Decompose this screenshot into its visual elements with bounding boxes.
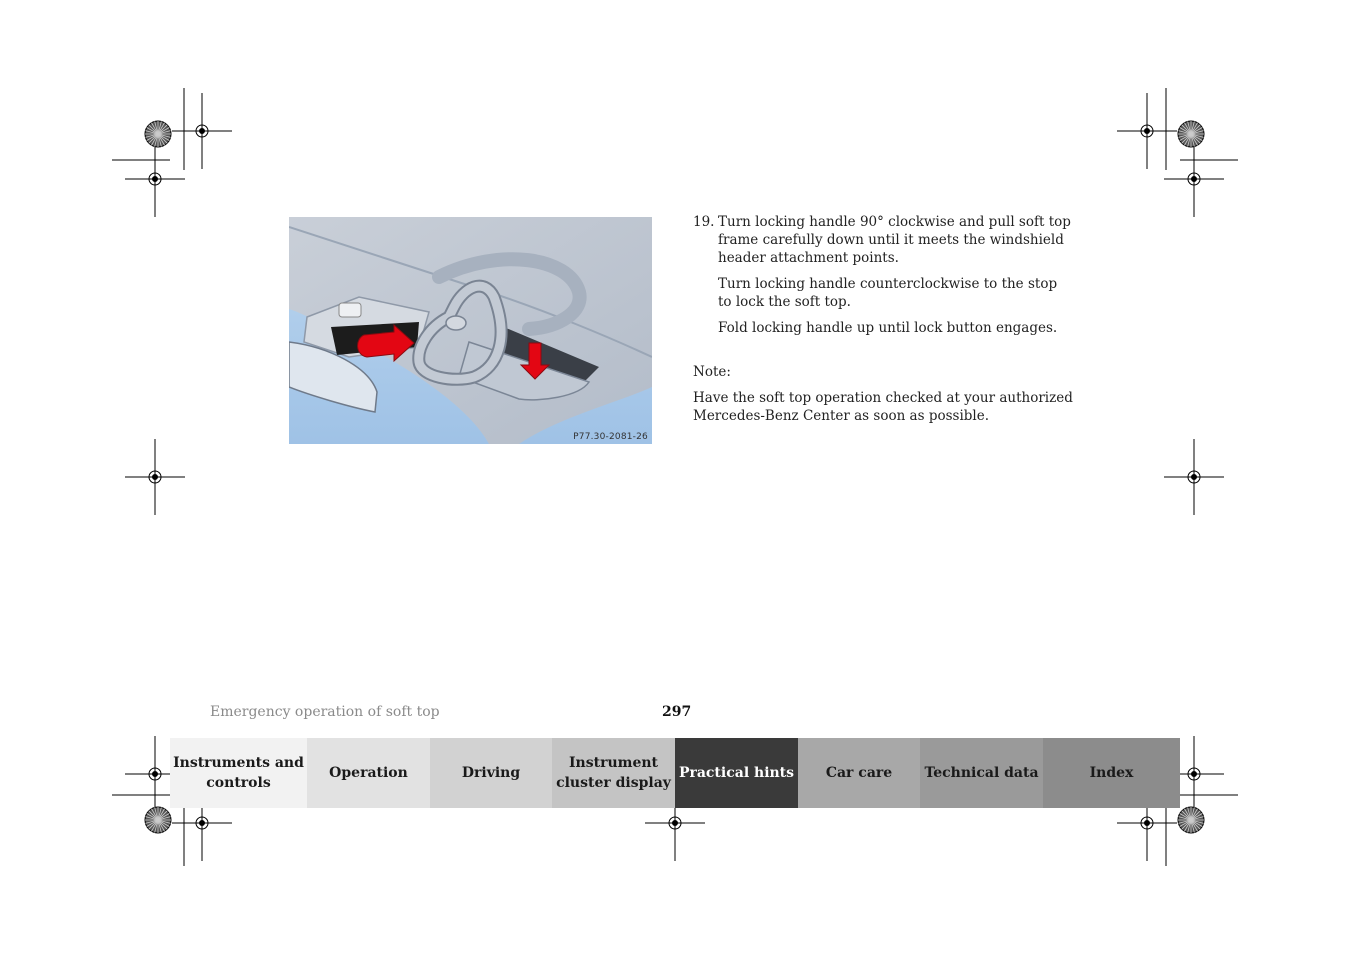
page-number: 297 [662, 704, 692, 720]
tab-instruments-and-controls[interactable] [170, 738, 307, 808]
section-title: Emergency operation of soft top [210, 704, 440, 720]
registration-dot [200, 821, 205, 826]
tab-index[interactable] [1043, 738, 1180, 808]
note-label: Note: [693, 364, 731, 380]
step-paragraph: Turn locking handle counterclockwise to the stop to lock the soft top. [718, 276, 1058, 310]
tab-label: Instruments and controls [173, 755, 304, 791]
step-19 [693, 213, 1073, 345]
tab-driving[interactable] [430, 738, 552, 808]
tab-label: Operation [329, 765, 408, 781]
registration-dot [1145, 129, 1150, 134]
soft-top-handle-illustration [289, 217, 652, 444]
registration-dot [1145, 821, 1150, 826]
tab-operation[interactable] [307, 738, 430, 808]
tab-technical-data[interactable] [920, 738, 1043, 808]
step-number: 19. [693, 214, 715, 230]
chapter-tab-bar [170, 738, 1180, 808]
step-paragraph: Fold locking handle up until lock button engages. [718, 320, 1058, 336]
figure-code: P77.30-2081-26 [573, 432, 648, 442]
registration-dot [1192, 177, 1197, 182]
tab-label: Technical data [924, 765, 1039, 781]
registration-dot [200, 129, 205, 134]
tab-label: Car care [825, 765, 893, 781]
registration-dot [1192, 772, 1197, 777]
step-paragraph: Turn locking handle 90° clockwise and pull soft top frame carefully down until it meets the windshield header attachment points. [718, 214, 1071, 266]
registration-dot [153, 772, 158, 777]
tab-label: Driving [461, 765, 521, 781]
registration-dot [153, 475, 158, 480]
note-text: Have the soft top operation checked at your authorized Mercedes-Benz Center as soon as possible. [693, 390, 1073, 424]
tab-practical-hints[interactable] [675, 738, 798, 808]
tab-car-care[interactable] [798, 738, 920, 808]
registration-dot [673, 821, 678, 826]
tab-label: Index [1089, 765, 1134, 781]
tab-label: Practical hints [678, 765, 795, 781]
registration-dot [1192, 475, 1197, 480]
tab-instrument-cluster-display[interactable] [552, 738, 675, 808]
registration-dot [153, 177, 158, 182]
tab-label: Instrument cluster display [556, 755, 671, 791]
instruction-content [693, 213, 1073, 425]
step-body [718, 213, 1073, 345]
